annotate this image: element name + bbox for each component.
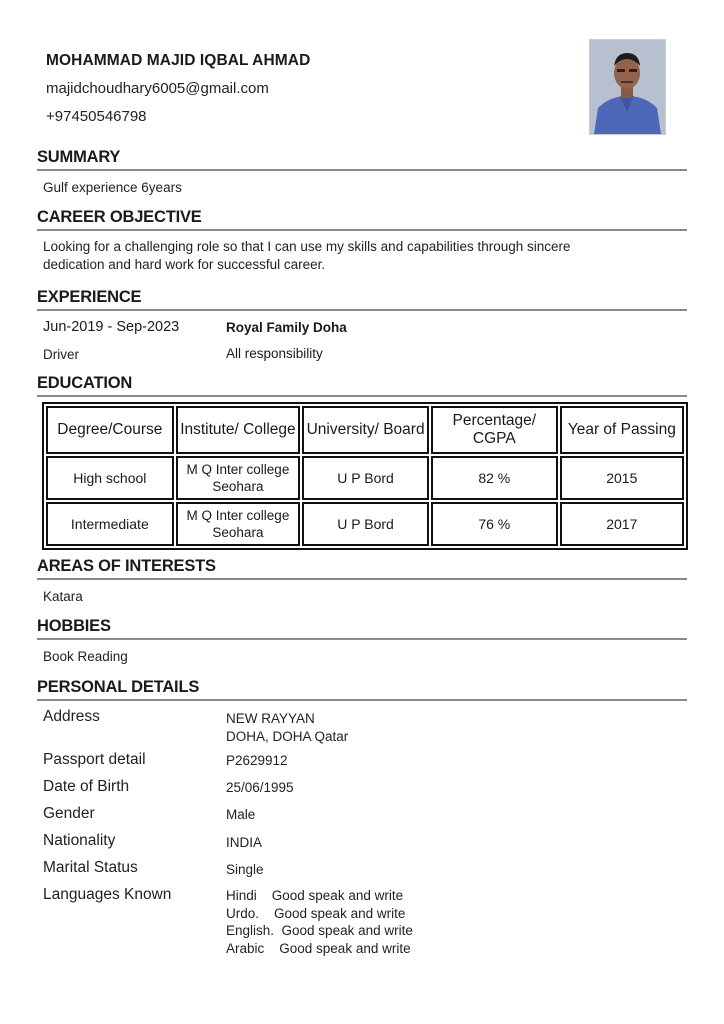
table-header-cell: Year of Passing xyxy=(560,406,684,454)
experience-heading: EXPERIENCE xyxy=(37,288,142,306)
address-line2: DOHA, DOHA Qatar xyxy=(226,729,349,744)
passport-label: Passport detail xyxy=(43,751,146,768)
interests-text: Katara xyxy=(43,589,83,604)
table-cell: U P Bord xyxy=(302,502,429,546)
summary-section xyxy=(37,148,687,171)
experience-description: All responsibility xyxy=(226,346,323,361)
interests-section xyxy=(37,557,687,580)
languages-list xyxy=(226,887,413,957)
hobbies-heading: HOBBIES xyxy=(37,617,111,635)
language-item: English. Good speak and write xyxy=(226,923,413,938)
address-label: Address xyxy=(43,708,100,725)
marital-label: Marital Status xyxy=(43,859,138,876)
table-header-row xyxy=(46,406,684,454)
personal-section xyxy=(37,678,687,701)
section-divider xyxy=(37,699,687,701)
interests-heading: AREAS OF INTERESTS xyxy=(37,557,216,575)
table-cell: 2017 xyxy=(560,502,684,546)
table-cell: 2015 xyxy=(560,456,684,500)
hobbies-section xyxy=(37,617,687,640)
experience-section xyxy=(37,288,687,311)
table-cell: U P Bord xyxy=(302,456,429,500)
nationality-label: Nationality xyxy=(43,832,116,849)
language-item: Arabic Good speak and write xyxy=(226,940,411,956)
section-divider xyxy=(37,578,687,580)
dob-label: Date of Birth xyxy=(43,778,130,795)
language-item: Urdo. Good speak and write xyxy=(226,905,406,921)
summary-text: Gulf experience 6years xyxy=(43,180,182,195)
education-heading: EDUCATION xyxy=(37,374,133,392)
table-row xyxy=(46,456,684,500)
table-cell: 76 % xyxy=(431,502,558,546)
candidate-name: MOHAMMAD MAJID IQBAL AHMAD xyxy=(46,52,311,69)
table-cell: High school xyxy=(46,456,174,500)
hobbies-text: Book Reading xyxy=(43,649,128,664)
section-divider xyxy=(37,169,687,171)
phone-number: +97450546798 xyxy=(46,108,147,125)
table-cell: M Q Inter college Seohara xyxy=(176,502,301,546)
table-cell: Intermediate xyxy=(46,502,174,546)
table-row xyxy=(46,502,684,546)
section-divider xyxy=(37,395,687,397)
gender-value: Male xyxy=(226,807,256,822)
table-header-cell: Degree/Course xyxy=(46,406,174,454)
experience-period: Jun-2019 - Sep-2023 xyxy=(43,319,180,335)
section-divider xyxy=(37,638,687,640)
gender-label: Gender xyxy=(43,805,95,822)
table-header-cell: University/ Board xyxy=(302,406,429,454)
email-address: majidchoudhary6005@gmail.com xyxy=(46,80,269,97)
passport-value: P2629912 xyxy=(226,753,288,768)
objective-text-line1: Looking for a challenging role so that I can use my skills and capabilities through sincere xyxy=(43,239,571,254)
dob-value: 25/06/1995 xyxy=(226,780,294,795)
experience-role: Driver xyxy=(43,347,79,362)
section-divider xyxy=(37,309,687,311)
education-section xyxy=(37,374,687,397)
table-header-cell: Institute/ College xyxy=(176,406,301,454)
objective-text-line2: dedication and hard work for successful career. xyxy=(43,257,326,272)
personal-heading: PERSONAL DETAILS xyxy=(37,678,200,696)
nationality-value: INDIA xyxy=(226,835,263,850)
objective-heading: CAREER OBJECTIVE xyxy=(37,208,202,226)
language-item: Hindi Good speak and write xyxy=(226,888,404,903)
objective-section xyxy=(37,208,687,231)
summary-heading: SUMMARY xyxy=(37,148,121,166)
profile-photo xyxy=(589,39,666,135)
table-cell: 82 % xyxy=(431,456,558,500)
marital-value: Single xyxy=(226,862,264,877)
address-line1: NEW RAYYAN xyxy=(226,711,315,726)
table-cell: M Q Inter college Seohara xyxy=(176,456,301,500)
experience-company: Royal Family Doha xyxy=(226,320,347,335)
table-header-cell: Percentage/ CGPA xyxy=(431,406,558,454)
education-table xyxy=(42,402,688,550)
section-divider xyxy=(37,229,687,231)
languages-label: Languages Known xyxy=(43,886,172,903)
